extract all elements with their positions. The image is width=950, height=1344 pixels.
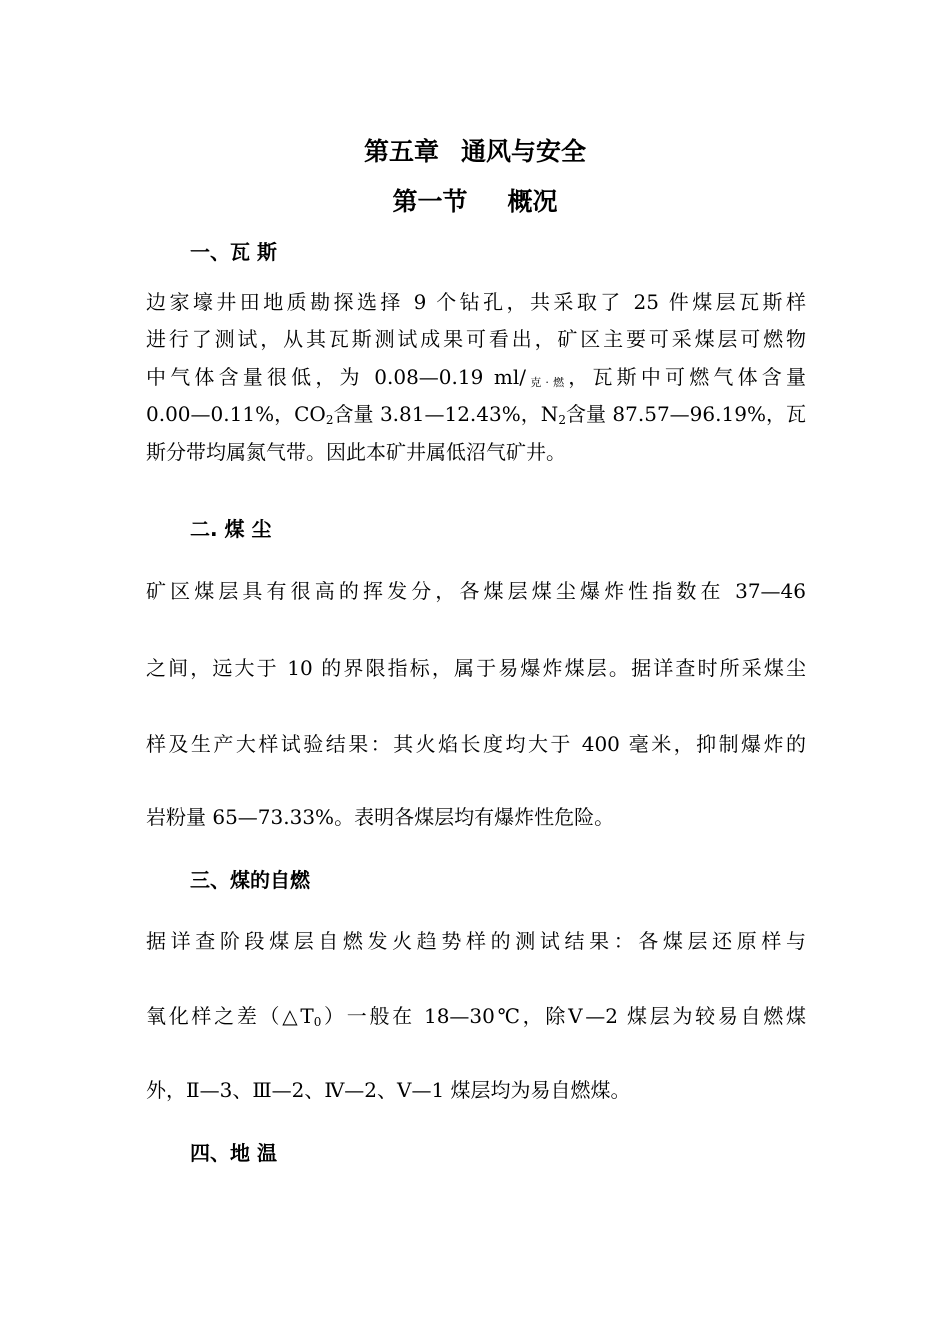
heading-ground-temperature: 四、地 温	[190, 1141, 277, 1165]
dust-paragraph-line-2: 之间，远大于 10 的界限指标，属于易爆炸煤层。据详查时所采煤尘	[146, 656, 806, 680]
dust-paragraph-line-1: 矿区煤层具有很高的挥发分，各煤层煤尘爆炸性指数在 37—46	[146, 579, 806, 603]
section-title	[0, 186, 950, 218]
gas-paragraph-line-3: 中气体含量很低，为 0.08—0.19 $ml/_{克\cdot 燃}$，瓦斯中可燃气体含量	[146, 365, 806, 389]
section-number: 第一节	[392, 187, 468, 216]
heading-coal-dust: 二. 煤 尘	[190, 517, 272, 541]
gas-paragraph-line-4: 0.00—0.11%，$CO_2$含量 3.81—12.43%，$N_2$含量 87.57—96.19%，瓦	[146, 402, 807, 427]
chapter-name: 通风与安全	[461, 137, 587, 166]
combustion-paragraph-line-1: 据详查阶段煤层自燃发火趋势样的测试结果：各煤层还原样与	[146, 929, 806, 953]
gas-paragraph-line-1: 边家壕井田地质勘探选择 9 个钻孔，共采取了 25 件煤层瓦斯样	[146, 290, 806, 314]
gas-paragraph-line-2: 进行了测试，从其瓦斯测试成果可看出，矿区主要可采煤层可燃物	[146, 327, 806, 351]
heading-spontaneous-combustion: 三、煤的自燃	[190, 868, 310, 892]
combustion-paragraph-line-3: 外，Ⅱ—3、Ⅲ—2、Ⅳ—2、Ⅴ—1 煤层均为易自燃煤。	[146, 1078, 631, 1102]
heading-gas: 一、瓦 斯	[190, 240, 277, 264]
combustion-paragraph-line-2: 氧化样之差$(\triangle T_0)$一般在 18—30℃，除Ⅴ—2 煤层为较易自燃煤	[146, 1004, 806, 1029]
chapter-title	[0, 136, 950, 168]
section-name: 概况	[507, 187, 558, 216]
gas-paragraph-line-5: 斯分带均属氮气带。因此本矿井属低沼气矿井。	[146, 440, 566, 464]
dust-paragraph-line-3: 样及生产大样试验结果：其火焰长度均大于 400 毫米，抑制爆炸的	[146, 732, 806, 756]
dust-paragraph-line-4: 岩粉量 65—73.33%。表明各煤层均有爆炸性危险。	[146, 805, 615, 829]
chapter-number: 第五章	[363, 137, 439, 166]
